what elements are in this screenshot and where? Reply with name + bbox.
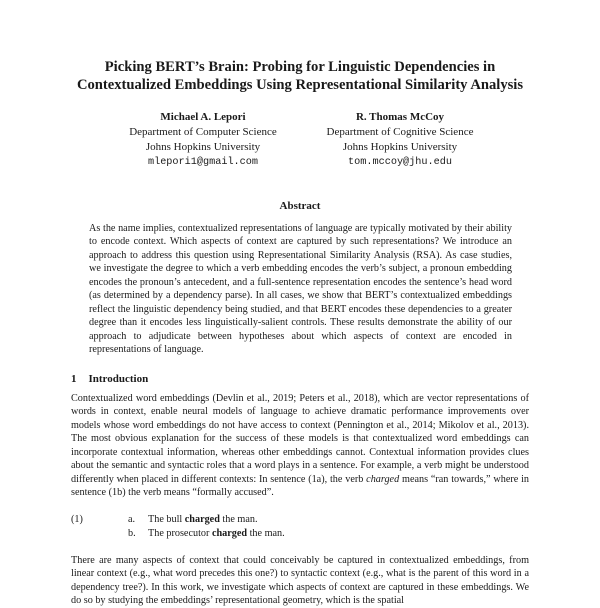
author-university: Johns Hopkins University: [342, 141, 458, 153]
intro-paragraph-1: [71, 392, 529, 500]
example-letter: a.: [128, 514, 136, 525]
abstract-text: As the name implies, contextualized representations of language are typically motivated by their ability to encode context. Which aspects of context are captured by such representations? We introduce an approach to address this question using Representational Similarity Analysis (RSA). As case studies, we investigate the degree to which a verb embedding encodes the verb’s subject, a pronoun embedding encodes the pronoun’s antecedent, and a full-sentence representation encodes the sentence’s head word (as determined by a dependency parse). In all cases, we show that BERT’s contextualized embeddings reflect the linguistic dependency being studied, and that BERT encodes these dependencies to a greater degree than it encodes less linguistically-salient controls. These results demonstrate the ability of our approach to adjudicate between hypotheses about which aspects of context are encoded in representations of language.: [89, 223, 512, 356]
example-sentence: [148, 527, 285, 541]
author-email: tom.mccoy@jhu.edu: [348, 157, 452, 168]
example-verb: charged: [211, 528, 248, 539]
author-university: Johns Hopkins University: [145, 141, 261, 153]
author-name: Michael A. Lepori: [160, 111, 246, 123]
example-sentences: [71, 513, 285, 541]
example-verb: charged: [184, 514, 220, 525]
example-indent: [71, 527, 128, 541]
intro-p1-text-b: means “ran towards,” where in sentence (1b) the verb means “formally accused”.: [71, 473, 529, 499]
abstract-heading: Abstract: [279, 200, 321, 212]
section-heading: [71, 373, 148, 385]
paper-title: [40, 58, 560, 94]
author-email: mlepori1@gmail.com: [147, 157, 259, 168]
example-pre: The prosecutor: [148, 528, 210, 539]
example-row-a: [71, 513, 285, 527]
example-pre: The bull: [148, 514, 183, 525]
example-sentence: [148, 513, 258, 527]
example-letter: b.: [128, 528, 136, 539]
section-number: 1: [71, 373, 77, 385]
intro-p1-italic-word: charged: [366, 473, 400, 485]
paper-title-line-1: Picking BERT’s Brain: Probing for Linguistic Dependencies in: [104, 59, 496, 75]
example-row-b: [71, 527, 285, 541]
section-title: Introduction: [88, 373, 149, 385]
author-department: Department of Computer Science: [129, 126, 277, 138]
author-name: R. Thomas McCoy: [355, 111, 445, 123]
intro-paragraph-2: There are many aspects of context that could conceivably be captured in contextualized embeddings, from linear context (e.g., what word precedes this one?) to syntactic context (e.g., what is the parent of this word in a dependency tree?). In this work, we investigate which aspects of context are captured in these embeddings. We do so by studying the embeddings’ representational geometry, which is the spatial: [71, 555, 529, 607]
paper-title-line-2: Contextualized Embeddings Using Representational Similarity Analysis: [76, 77, 524, 93]
example-post: the man.: [222, 514, 258, 525]
author-department: Department of Cognitive Science: [326, 126, 474, 138]
example-number: (1): [71, 514, 83, 525]
example-post: the man.: [249, 528, 285, 539]
author-block-2: [305, 110, 495, 170]
author-block-1: [108, 110, 298, 170]
intro-p1-text-a: Contextualized word embeddings (Devlin et al., 2019; Peters et al., 2018), which are vector representations of words in context, enable neural models of language to achieve dramatic performance improvements over models whose word embeddings do not have access to context (Pennington et al., 2014; Mikolov et al., 2013). The most obvious explanation for the success of these models is that contextualized word embeddings can incorporate contextual information, whereas other embeddings cannot. Contextual information provides clues about the semantic and syntactic roles that a word plays in a sentence. For example, a verb might be understood differently when placed in different contexts: In sentence (1a), the verb: [71, 393, 529, 485]
